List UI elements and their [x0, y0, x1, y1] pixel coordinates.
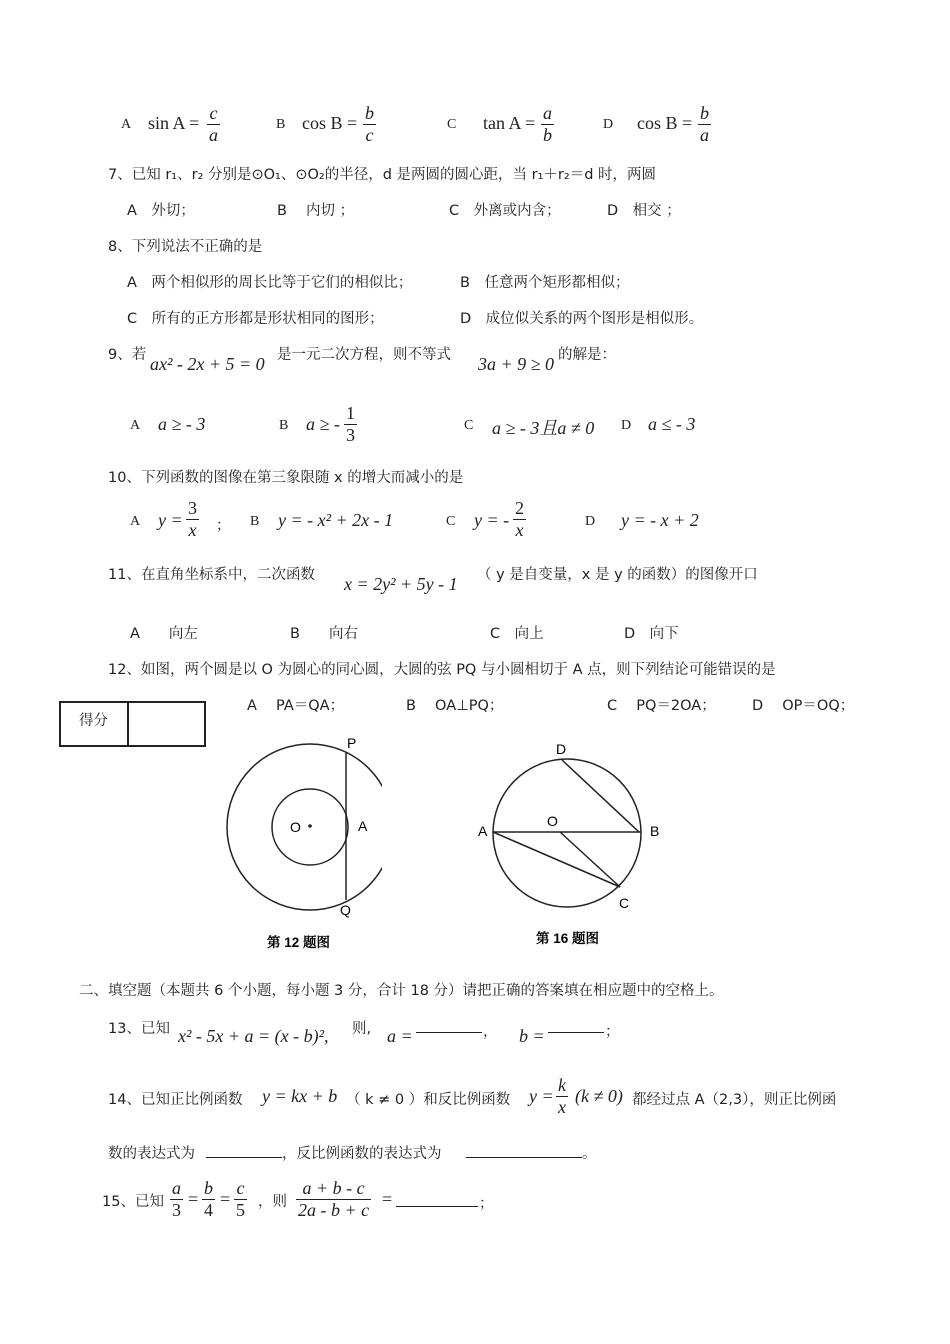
q6-c-num: a: [543, 103, 552, 123]
fig16-chord-db: [562, 760, 639, 832]
q9-c-expr: a ≥ - 3且a ≠ 0: [492, 418, 595, 438]
q7-option-b: B 内切 ；: [277, 203, 355, 219]
q6-b-fraction: [363, 103, 376, 145]
q6-b-den: c: [365, 124, 374, 145]
q6-b-letter: B: [276, 117, 286, 132]
q8-option-d: D 成位似关系的两个图形是相似形。: [460, 311, 704, 327]
q9-prefix: 9、若: [108, 347, 147, 363]
q13-comma: ，: [483, 1024, 498, 1040]
q10-b-letter: B: [250, 514, 260, 529]
fig12-caption: 第 12 题图: [267, 935, 331, 950]
q6-a-den: a: [209, 124, 218, 145]
fig16-label-c: C: [619, 895, 630, 911]
q9-d-letter: D: [621, 418, 632, 433]
q12-option-d: D OP＝OQ；: [752, 698, 855, 714]
q8-stem: 8、下列说法不正确的是: [108, 239, 263, 255]
q15-f3-num: c: [234, 1178, 247, 1200]
q11-suffix: （ y 是自变量，x 是 y 的函数）的图像开口: [477, 567, 758, 583]
q13-b-lhs: b =: [519, 1026, 545, 1046]
fig12-center-dot: [308, 824, 312, 828]
q10-a-lhs: y =: [158, 510, 183, 530]
q15-big-num: a + b - c: [296, 1178, 371, 1200]
q14-blank-linear[interactable]: [206, 1157, 282, 1158]
q15-blank[interactable]: [396, 1206, 478, 1207]
q10-c-fraction: [513, 498, 526, 540]
score-box: [59, 701, 206, 747]
q11-stem: 11、在直角坐标系中，二次函数: [108, 567, 315, 583]
figure-12: [222, 725, 382, 955]
q14-eq2-fraction: [556, 1075, 568, 1117]
q9-equation: ax² - 2x + 5 = 0: [150, 354, 265, 374]
q11-equation: x = 2y² + 5y - 1: [344, 574, 458, 594]
q6-d-letter: D: [603, 117, 614, 132]
q7-option-a: A 外切；: [127, 203, 195, 219]
q9-d-expr: a ≤ - 3: [648, 414, 696, 434]
q6-c-fraction: [541, 103, 554, 145]
fig16-label-o: O: [547, 813, 558, 829]
q15-prefix: 15、已知: [102, 1194, 164, 1210]
q10-a-fraction: [186, 498, 199, 540]
q10-stem: 10、下列函数的图像在第三象限随 x 的增大而减小的是: [108, 470, 464, 486]
q6-a-letter: A: [121, 117, 132, 132]
q15-big-fraction: [296, 1178, 371, 1220]
score-label-cell: [61, 703, 129, 745]
q15-big-den: 2a - b + c: [298, 1199, 370, 1220]
q13-b-blank[interactable]: [548, 1032, 604, 1033]
q9-middle: 是一元二次方程，则不等式: [277, 347, 451, 363]
q9-suffix: 的解是：: [558, 347, 616, 363]
section2-heading: 二、填空题（本题共 6 个小题，每小题 3 分，合计 18 分）请把正确的答案填在相应题中的空格上。: [79, 983, 724, 999]
q6-d-den: a: [700, 124, 709, 145]
q6-a-fraction: [207, 103, 220, 145]
q6-b-lhs: cos B =: [302, 113, 358, 133]
q10-a-letter: A: [130, 514, 141, 529]
q15-frac2: [202, 1178, 215, 1220]
q10-c-letter: C: [446, 514, 456, 529]
q14-cond1: （ k ≠ 0 ）和反比例函数: [346, 1092, 511, 1108]
q9-inequality: 3a + 9 ≥ 0: [478, 354, 555, 374]
fig12-label-q: Q: [340, 902, 351, 918]
q13-middle: 则,: [352, 1021, 372, 1037]
q13-a-lhs: a =: [387, 1026, 413, 1046]
q10-c-lhs: y = -: [474, 510, 510, 530]
q10-c-den: x: [515, 519, 524, 540]
fig16-label-b: B: [650, 823, 660, 839]
fig12-label-a: A: [358, 818, 368, 834]
q8-option-a: A 两个相似形的周长比等于它们的相似比；: [127, 275, 413, 291]
q15-eq: =: [382, 1189, 393, 1209]
q11-option-c: C 向上: [490, 626, 544, 642]
q10-d-letter: D: [585, 514, 596, 529]
q14-line2-b: ，反比例函数的表达式为: [282, 1146, 442, 1162]
q13-a-blank[interactable]: [416, 1032, 482, 1033]
q9-b-fraction: [344, 403, 357, 445]
q7-stem: 7、已知 r₁、r₂ 分别是⊙O₁、⊙O₂的半径，d 是两圆的圆心距，当 r₁＋r₂＝d 时，两圆: [108, 167, 657, 183]
q11-option-b: B 向右: [290, 626, 358, 642]
q15-frac3: [234, 1178, 247, 1220]
q8-option-b: B 任意两个矩形都相似；: [460, 275, 630, 291]
q10-a-sep: ；: [216, 518, 231, 534]
fig16-chord-ac: [493, 832, 620, 887]
q14-line2-a: 数的表达式为: [108, 1146, 195, 1162]
q14-blank-inverse[interactable]: [466, 1157, 582, 1158]
q14-eq2-lhs: y =: [529, 1086, 554, 1106]
q13-equation: x² - 5x + a = (x - b)²,: [178, 1026, 329, 1046]
q6-d-num: b: [700, 103, 709, 123]
q15-f1-num: a: [172, 1178, 181, 1198]
q6-c-den: b: [543, 124, 552, 145]
q15-f1-den: 3: [172, 1199, 181, 1220]
q6-d-lhs: cos B =: [637, 113, 693, 133]
fig12-label-p: P: [347, 735, 357, 751]
q10-d-expr: y = - x + 2: [621, 510, 699, 530]
q6-a-num: c: [207, 103, 220, 125]
q9-b-expr: a ≥ -: [306, 414, 340, 434]
q6-a-lhs: sin A =: [148, 113, 200, 133]
q7-option-c: C 外离或内含；: [449, 203, 561, 219]
q10-a-num: 3: [188, 498, 197, 518]
q14-eq2-num: k: [558, 1075, 566, 1095]
score-label: 得分: [79, 713, 108, 729]
q14-suffix: 都经过点 A（2,3），则正比例函: [632, 1092, 837, 1108]
fig16-caption: 第 16 题图: [536, 931, 600, 946]
fig16-label-a: A: [478, 823, 488, 839]
q15-f2-den: 4: [204, 1199, 213, 1220]
q9-c-letter: C: [464, 418, 474, 433]
q11-option-a: A 向左: [130, 626, 198, 642]
q15-eq-b: =: [220, 1189, 231, 1209]
q14-eq2-den: x: [558, 1096, 566, 1117]
q9-b-num: 1: [346, 403, 355, 423]
q10-a-den: x: [188, 519, 197, 540]
q12-option-a: A PA＝QA；: [247, 698, 345, 714]
figure-16: [470, 735, 670, 950]
score-entry-cell[interactable]: [129, 703, 204, 745]
q12-stem: 12、如图，两个圆是以 O 为圆心的同心圆，大圆的弦 PQ 与小圆相切于 A 点，则下列结论可能错误的是: [108, 662, 776, 678]
q14-eq1: y = kx + b: [262, 1086, 338, 1106]
q12-option-c: C PQ＝2OA；: [607, 698, 716, 714]
q15-f3-den: 5: [236, 1199, 245, 1220]
q15-end: ；: [479, 1196, 494, 1212]
fig16-segment-oc: [560, 832, 620, 887]
fig12-label-o: O: [290, 819, 301, 835]
q13-prefix: 13、已知: [108, 1021, 170, 1037]
q6-c-lhs: tan A =: [483, 113, 536, 133]
q13-end: ；: [605, 1024, 620, 1040]
q9-a-expr: a ≥ - 3: [158, 414, 206, 434]
q14-line2-end: 。: [582, 1146, 597, 1162]
q9-a-letter: A: [130, 418, 141, 433]
q14-prefix: 14、已知正比例函数: [108, 1092, 243, 1108]
q10-c-num: 2: [515, 498, 524, 518]
q15-frac1: [170, 1178, 183, 1220]
fig16-circle: [493, 759, 641, 907]
q8-option-c: C 所有的正方形都是形状相同的图形；: [127, 311, 384, 327]
q11-option-d: D 向下: [624, 626, 679, 642]
fig16-label-d: D: [556, 741, 567, 757]
q6-d-fraction: [698, 103, 711, 145]
q9-b-den: 3: [346, 424, 355, 445]
q15-eq-a: =: [188, 1189, 199, 1209]
q15-then: ，则: [258, 1194, 287, 1210]
q10-b-expr: y = - x² + 2x - 1: [278, 510, 394, 530]
q6-b-num: b: [365, 103, 374, 123]
q9-b-letter: B: [279, 418, 289, 433]
q12-option-b: B OA⊥PQ；: [406, 698, 504, 714]
q14-eq2-cond: (k ≠ 0): [575, 1086, 623, 1106]
q7-option-d: D 相交 ；: [607, 203, 681, 219]
q6-c-letter: C: [447, 117, 457, 132]
q15-f2-num: b: [204, 1178, 213, 1198]
